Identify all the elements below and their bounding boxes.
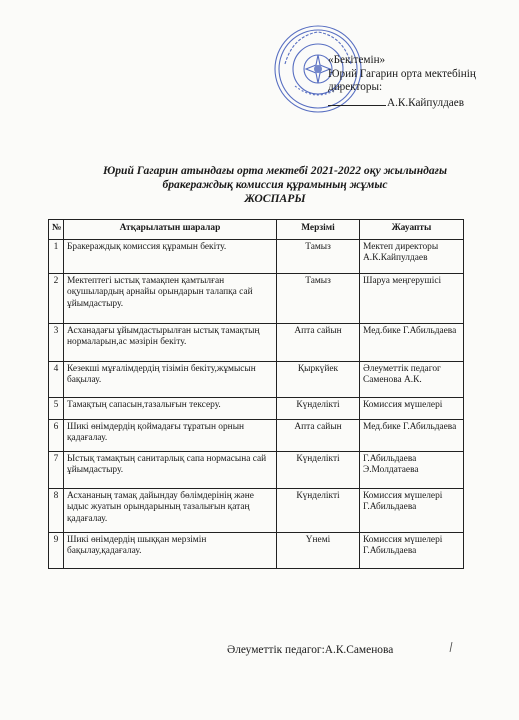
- table-row: [49, 533, 464, 569]
- row-action: Мектептегі ыстық тамақпен қамтылған оқушылардың арнайы орындарын талапқа сай ұйымдастыру.: [64, 274, 277, 324]
- approval-signature-row: [328, 95, 476, 111]
- row-date: Қыркүйек: [277, 362, 360, 398]
- row-date: Апта сайын: [277, 420, 360, 452]
- header-date: Мерзімі: [277, 220, 360, 240]
- row-action: Асханадағы ұйымдастырылған ыстық тамақтың нормаларын,ас мәзірін бекіту.: [64, 324, 277, 362]
- row-responsible: Мектеп директоры А.К.Кайпулдаев: [360, 240, 464, 274]
- approval-school: Юрий Гагарин орта мектебінің: [328, 67, 476, 80]
- plan-table: [48, 219, 464, 569]
- row-responsible: Комиссия мүшелері Г.Абильдаева: [360, 489, 464, 533]
- title-line-2: бракераждық комиссия құрамының жұмыс: [162, 178, 388, 191]
- row-date: Тамыз: [277, 240, 360, 274]
- row-number: 7: [49, 452, 64, 489]
- row-number: 6: [49, 420, 64, 452]
- pen-mark: [448, 642, 454, 652]
- row-number: 1: [49, 240, 64, 274]
- table-row: [49, 362, 464, 398]
- signature-line: [328, 95, 386, 106]
- row-number: 8: [49, 489, 64, 533]
- title-line-3: ЖОСПАРЫ: [244, 192, 306, 205]
- row-action: Ыстық тамақтың санитарлық сапа нормасына сай ұйымдастыру.: [64, 452, 277, 489]
- approval-title: «Бекітемін»: [328, 54, 386, 66]
- table-row: [49, 324, 464, 362]
- approval-signer: А.К.Кайпулдаев: [387, 96, 464, 109]
- approval-block: [328, 54, 476, 110]
- row-responsible: Әлеуметтік педагог Саменова А.К.: [360, 362, 464, 398]
- footer-signature: Әлеуметтік педагог:А.К.Саменова: [227, 644, 394, 656]
- table-row: [49, 452, 464, 489]
- row-date: Тамыз: [277, 274, 360, 324]
- row-action: Асхананың тамақ дайындау бөлімдерінің және ыдыс жуатын орындарының тазалығын қатаң қадағалау.: [64, 489, 277, 533]
- row-responsible: Мед.бике Г.Абильдаева: [360, 324, 464, 362]
- row-action: Кезекші мұғалімдердің тізімін бекіту,жұмысын бақылау.: [64, 362, 277, 398]
- row-responsible: Г.Абильдаева Э.Молдатаева: [360, 452, 464, 489]
- header-action: Атқарылатын шаралар: [64, 220, 277, 240]
- title-line-1: Юрий Гагарин атындағы орта мектебі 2021-2022 оқу жылындағы: [102, 164, 448, 177]
- table-row: [49, 274, 464, 324]
- row-action: Бракераждық комиссия құрамын бекіту.: [64, 240, 277, 274]
- row-responsible: Шаруа меңгерушісі: [360, 274, 464, 324]
- row-date: Апта сайын: [277, 324, 360, 362]
- row-number: 4: [49, 362, 64, 398]
- row-responsible: Комиссия мүшелері: [360, 398, 464, 420]
- table-row: [49, 398, 464, 420]
- row-number: 5: [49, 398, 64, 420]
- table-row: [49, 420, 464, 452]
- table-header-row: [49, 220, 464, 240]
- row-number: 2: [49, 274, 64, 324]
- row-responsible: Комиссия мүшелері Г.Абильдаева: [360, 533, 464, 569]
- row-action: Шикі өнімдердің шыққан мерзімін бақылау,қадағалау.: [64, 533, 277, 569]
- row-action: Шикі өнімдердің қоймадағы тұратын орнын қадағалау.: [64, 420, 277, 452]
- row-number: 3: [49, 324, 64, 362]
- row-date: Күнделікті: [277, 398, 360, 420]
- header-number: №: [49, 220, 64, 240]
- table-row: [49, 240, 464, 274]
- approval-position: директоры:: [328, 81, 383, 94]
- row-date: Үнемі: [277, 533, 360, 569]
- row-date: Күнделікті: [277, 489, 360, 533]
- row-date: Күнделікті: [277, 452, 360, 489]
- table-row: [49, 489, 464, 533]
- document-title: [40, 164, 510, 206]
- row-action: Тамақтың сапасын,тазалығын тексеру.: [64, 398, 277, 420]
- header-responsible: Жауапты: [360, 220, 464, 240]
- row-number: 9: [49, 533, 64, 569]
- row-responsible: Мед.бике Г.Абильдаева: [360, 420, 464, 452]
